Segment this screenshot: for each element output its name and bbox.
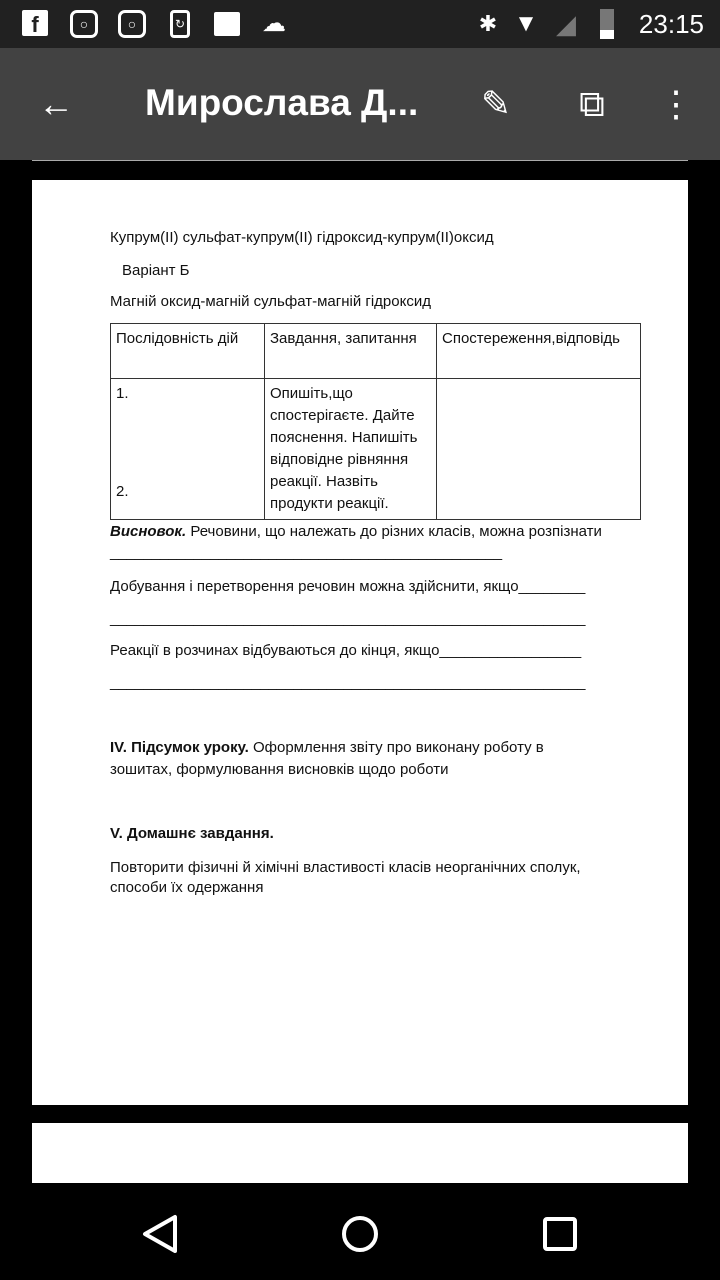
status-bar <box>0 0 720 48</box>
doc-line: Магній оксид-магній сульфат-магній гідроксид <box>110 293 431 310</box>
doc-line: Добування і перетворення речовин можна здійснити, якщо________ <box>110 578 586 595</box>
doc-line: Купрум(II) сульфат-купрум(II) гідроксид-купрум(II)оксид <box>110 229 494 246</box>
facebook-icon: f <box>22 10 48 36</box>
table-cell <box>111 379 265 520</box>
table-header: Спостереження,відповідь <box>437 324 641 379</box>
more-options-icon[interactable]: ⋮ <box>658 83 694 124</box>
back-triangle-icon[interactable] <box>135 1209 185 1259</box>
bluetooth-icon: ✱ <box>478 11 498 36</box>
back-arrow-icon[interactable]: ← <box>38 83 74 124</box>
homework-text: Повторити фізичні й хімічні властивості класів неорганічних сполук, <box>110 859 581 876</box>
step-1: 1. <box>116 385 129 402</box>
homework-text-2: способи їх одержання <box>110 879 264 896</box>
table-header: Завдання, запитання <box>265 324 437 379</box>
table-cell <box>437 379 641 520</box>
battery-icon <box>600 9 614 39</box>
summary-text: Оформлення звіту про виконану роботу в <box>248 739 544 756</box>
summary-text-2: зошитах, формулювання висновків щодо роботи <box>110 761 449 778</box>
navigation-bar <box>0 1183 720 1280</box>
blank-line: _________________________________________________________ <box>110 610 586 627</box>
document-page <box>32 180 688 1105</box>
blank-line: _________________________________________________________ <box>110 674 586 691</box>
divider <box>32 160 688 161</box>
conclusion-text: Речовини, що належать до різних класів, можна розпізнати <box>186 523 602 540</box>
table-header: Послідовність дій <box>111 324 265 379</box>
open-external-icon[interactable]: ⧉ <box>579 83 605 124</box>
summary-label: IV. Підсумок уроку. <box>110 739 249 756</box>
edit-pencil-icon[interactable]: ✎ <box>480 83 512 124</box>
homework-label: V. Домашнє завдання. <box>110 825 274 842</box>
signal-icon: ◢ <box>556 9 576 39</box>
cloud-icon: ☁ <box>262 10 286 37</box>
blank-line: _______________________________________________ <box>110 544 503 561</box>
instagram-icon: ○ <box>70 10 98 38</box>
recents-square-icon[interactable] <box>535 1209 585 1259</box>
phone-sync-icon: ↻ <box>170 10 190 38</box>
wifi-icon: ▼ <box>514 10 538 37</box>
conclusion-label: Висновок. <box>110 523 187 540</box>
clock: 23:15 <box>638 9 704 39</box>
document-title: Мирослава Д... <box>145 82 419 123</box>
instagram-icon-2: ○ <box>118 10 146 38</box>
doc-line: Реакції в розчинах відбуваються до кінця, якщо_________________ <box>110 642 582 659</box>
table-cell: Опишіть,що спостерігаєте. Дайте пояснення. Напишіть відповідне рівняння реакції. Назвіть продукти реакції. <box>265 379 437 520</box>
experiment-table <box>110 323 641 520</box>
step-2: 2. <box>116 483 129 500</box>
home-circle-icon[interactable] <box>335 1209 385 1259</box>
app-bar <box>0 48 720 160</box>
next-document-page <box>32 1123 688 1183</box>
variant-label: Варіант Б <box>122 262 190 279</box>
image-icon <box>214 12 240 36</box>
